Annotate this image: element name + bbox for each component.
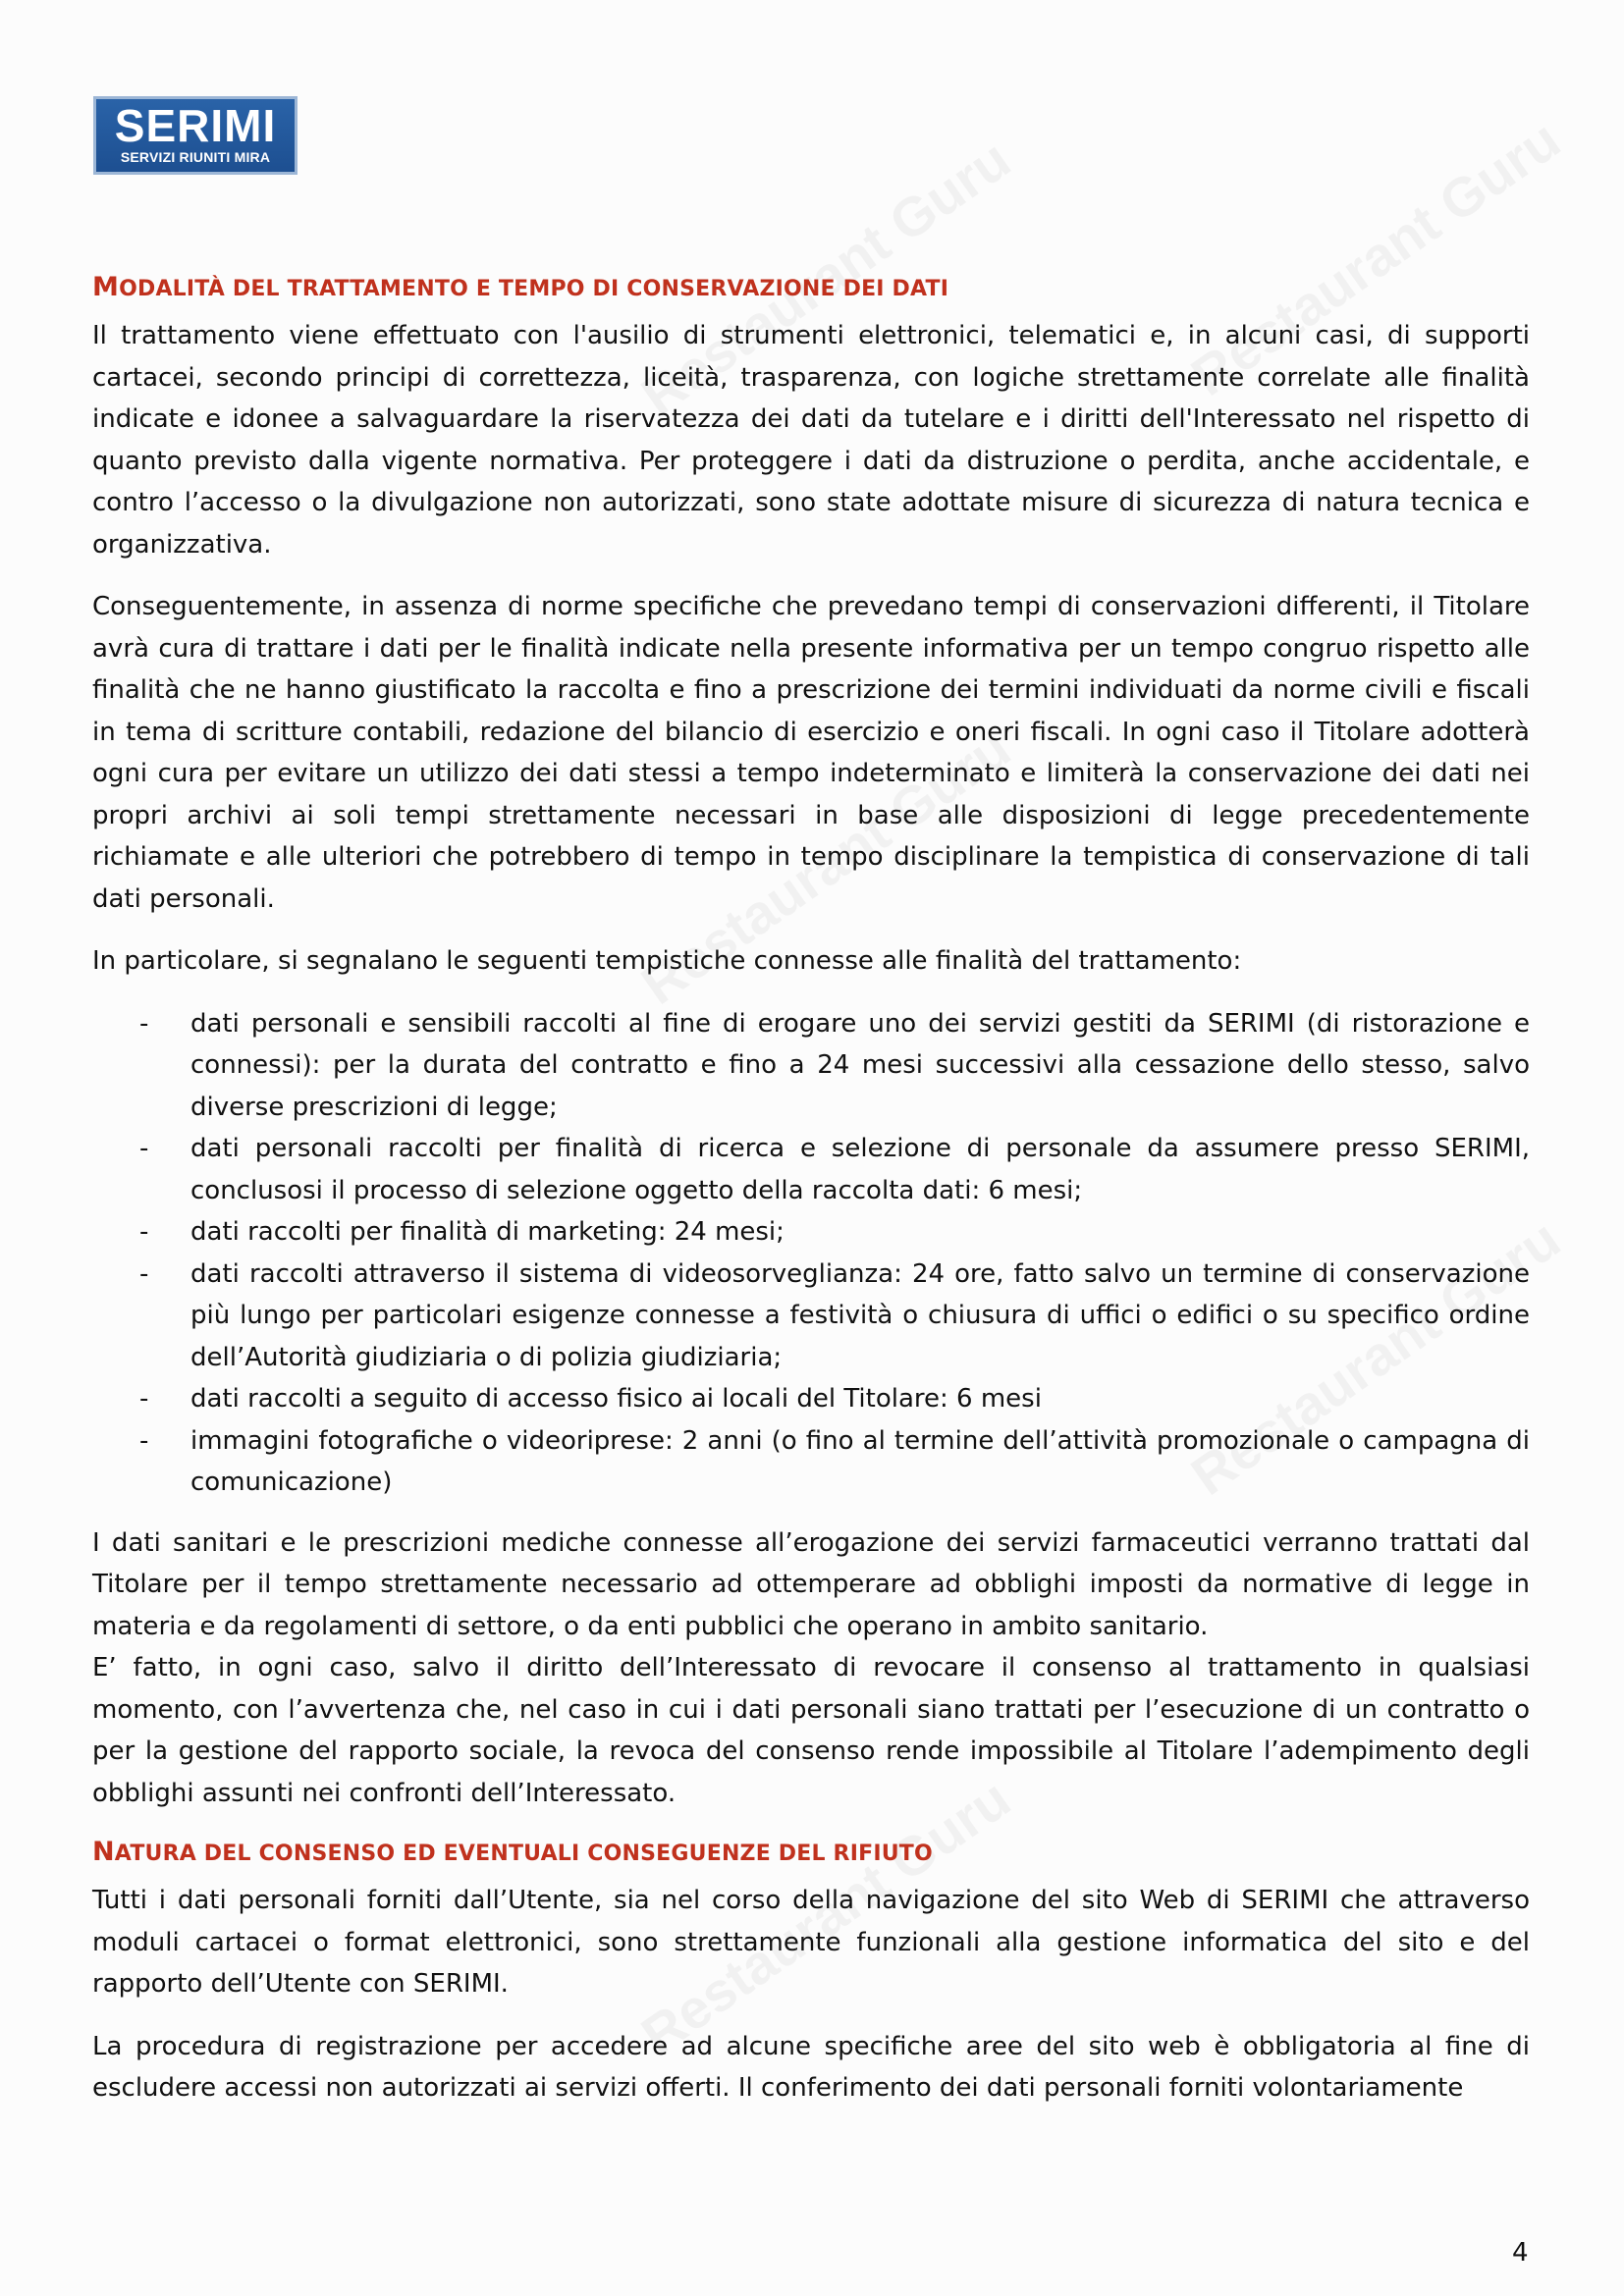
serimi-logo — [93, 96, 298, 175]
document-body — [92, 270, 1530, 2130]
logo-subtitle: SERVIZI RIUNITI MIRA — [120, 149, 271, 165]
section-heading-trattamento: MODALITÀ DEL TRATTAMENTO E TEMPO DI CONSERVAZIONE DEI DATI — [92, 272, 949, 302]
list-item: - dati raccolti per finalità di marketing: 24 mesi; — [92, 1211, 1530, 1254]
list-item: - dati raccolti a seguito di accesso fisico ai locali del Titolare: 6 mesi — [92, 1378, 1530, 1420]
page-number: 4 — [1512, 2238, 1529, 2268]
paragraph: I dati sanitari e le prescrizioni mediche connesse all’erogazione dei servizi farmaceutici verranno trattati dal Titolare per il tempo strettamente necessario ad ottemperare ad obblighi imposti da normative di legge in materia e da regolamenti di settore, o da enti pubblici che operano in ambito sanitario. — [92, 1527, 1530, 1641]
paragraph: La procedura di registrazione per accedere ad alcune specifiche aree del sito web è obbligatoria al fine di escludere accessi non autorizzati ai servizi offerti. Il conferimento dei dati personali forniti volontariamente — [92, 2031, 1530, 2103]
list-item: - dati personali raccolti per finalità di ricerca e selezione di personale da assumere presso SERIMI, conclusosi il processo di selezione oggetto della raccolta dati: 6 mesi; — [92, 1128, 1530, 1211]
dash-bullet: - — [139, 1008, 149, 1039]
paragraph: E’ fatto, in ogni caso, salvo il diritto dell’Interessato di revocare il consenso al trattamento in qualsiasi momento, con l’avvertenza che, nel caso in cui i dati personali siano trattati per l’esecuzione di un contratto o per la gestione del rapporto sociale, la revoca del consenso rende impossibile al Titolare l’adempimento degli obblighi assunti nei confronti dell’Interessato. — [92, 1653, 1530, 1808]
list-item: - dati personali e sensibili raccolti al fine di erogare uno dei servizi gestiti da SERIMI (di ristorazione e connessi): per la durata del contratto e fino a 24 mesi successivi alla cessazione dello stesso, salvo diverse prescrizioni di legge; — [92, 1003, 1530, 1129]
retention-list — [92, 1003, 1530, 1504]
list-item: - dati raccolti attraverso il sistema di videosorveglianza: 24 ore, fatto salvo un termine di conservazione più lungo per particolari esigenze connesse a festività o chiusura di uffici o edifici o su specifico ordine dell’Autorità giudiziaria o di polizia giudiziaria; — [92, 1254, 1530, 1379]
paragraph: Tutti i dati personali forniti dall’Utente, sia nel corso della navigazione del sito Web di SERIMI che attraverso moduli cartacei o format elettronici, sono strettamente funzionali alla gestione informatica del sito e del rapporto dell’Utente con SERIMI. — [92, 1886, 1530, 1999]
dash-bullet: - — [139, 1217, 149, 1247]
paragraph: Conseguentemente, in assenza di norme specifiche che prevedano tempi di conservazioni differenti, il Titolare avrà cura di trattare i dati per le finalità indicate nella presente informativa per un tempo congruo rispetto alle finalità che ne hanno giustificato la raccolta e fino a prescrizione dei termini individuati da norme civili e fiscali in tema di scritture contabili, redazione del bilancio di esercizio e oneri fiscali. In ogni caso il Titolare adotterà ogni cura per evitare un utilizzo dei dati stessi a tempo indeterminato e limiterà la conservazione dei dati nei propri archivi ai soli tempi strettamente necessari in base alle disposizioni di legge precedentemente richiamate e alle ulteriori che potrebbero di tempo in tempo disciplinare la tempistica di conservazione di tali dati personali. — [92, 592, 1530, 914]
dash-bullet: - — [139, 1425, 149, 1456]
list-item: - immagini fotografiche o videoriprese: 2 anni (o fino al termine dell’attività promozionale o campagna di comunicazione) — [92, 1420, 1530, 1504]
paragraph: Il trattamento viene effettuato con l'ausilio di strumenti elettronici, telematici e, in alcuni casi, di supporti cartacei, secondo principi di correttezza, liceità, trasparenza, con logiche strettamente correlate alle finalità indicate e idonee a salvaguardare la riservatezza dei dati da tutelare e i diritti dell'Interessato nel rispetto di quanto previsto dalla vigente normativa. Per proteggere i dati da distruzione o perdita, anche accidentale, e contro l’accesso o la divulgazione non autorizzati, sono state adottate misure di sicurezza di natura tecnica e organizzativa. — [92, 321, 1530, 560]
logo-title: SERIMI — [114, 100, 277, 151]
dash-bullet: - — [139, 1258, 149, 1289]
section-heading-consenso: NATURA DEL CONSENSO ED EVENTUALI CONSEGUENZE DEL RIFIUTO — [92, 1837, 933, 1867]
dash-bullet: - — [139, 1384, 149, 1414]
paragraph: In particolare, si segnalano le seguenti tempistiche connesse alle finalità del trattamento: — [92, 946, 1242, 976]
dash-bullet: - — [139, 1134, 149, 1163]
